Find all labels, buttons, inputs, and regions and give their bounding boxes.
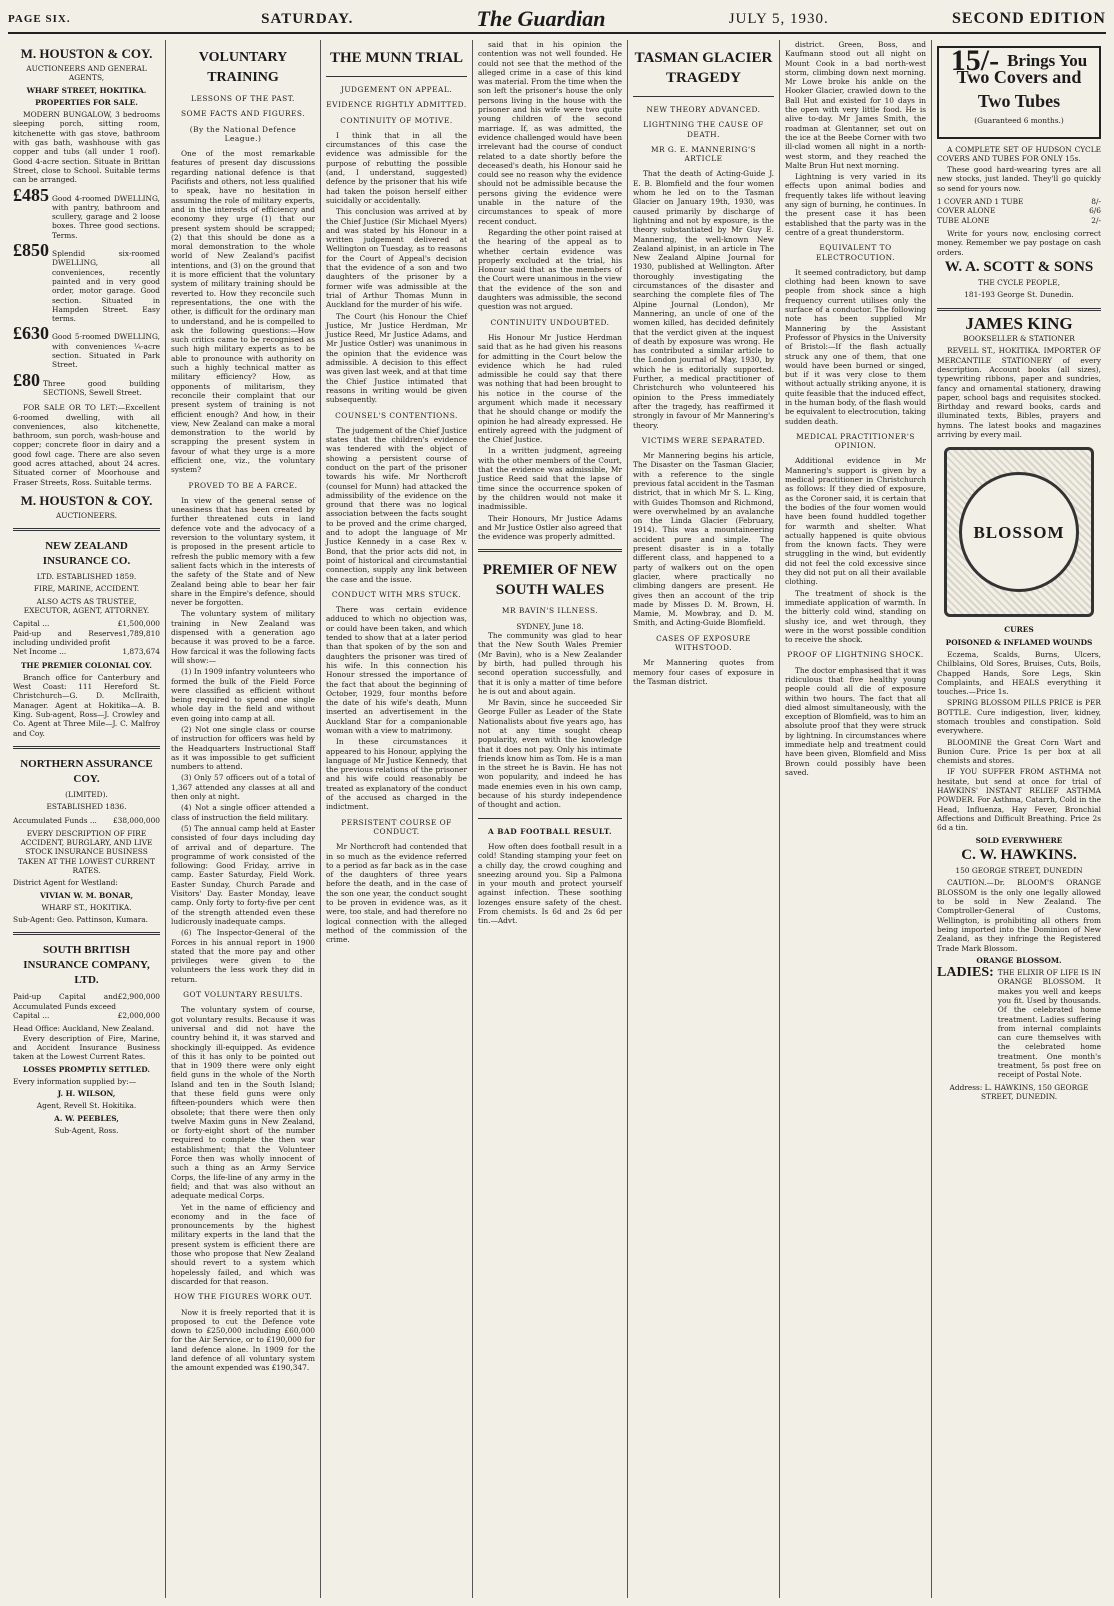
munn-sub3: CONTINUITY OF MOTIVE. [340,115,453,125]
tasman-p1: That the death of Acting-Guide J. E. B. Blomfield and the four women whom he led on to the Tasman Glacier on January 19th, 1930, was caused primarily by discharge of lightning and not by exposure, is the theory substantiated by Mr Guy E. Mannering, the well-known New Zealand alpinist, in an article in The New Zealand Alpine Journal for 1930, published at Wellington. After thoroughly investigating the circumstances of the disaster and searching the complete files of The Alpine Journal (London), Mr Mannering, an uncle of one of the women killed, has decided definitely that the verdict given at the inquest of death by exposure was wrong. He has contributed a similar article to the London journal of May, 1930, by which he is editorially supported. Further, a medical practitioner of Christchurch who volunteered his opinion to the Press immediately after the tragedy, has reaffirmed it strongly in favour of Mr Mannering's theory. [633,169,774,430]
na-funds-value: £38,000,000 [112,815,160,825]
column-1-advertisements [8,40,166,1598]
nz-insurance-lines: FIRE, MARINE, ACCIDENT. [33,584,140,594]
munn-p3: The Court (his Honour the Chief Justice, Mr Justice Herdman, Mr Justice Reed, Mr Justice Adams, and Mr Justice Ostler) was unanimous in the opinion that the evidence was admissible. A decision to this effect was given last week, and at that time the Chief Justice intimated that reasons in writing would be given subsequently. [326,311,467,405]
northern-desc: EVERY DESCRIPTION OF FIRE ACCIDENT, BURGLARY, AND LIVE STOCK INSURANCE BUSINESS TAKEN AT THE LOWEST CURRENT RATES. [17,828,156,875]
sb-paid-value: £2,900,000 [117,992,160,1002]
munn-sub5: CONDUCT WITH MRS STUCK. [331,589,462,599]
vt-p12: Now it is freely reported that it is proposed to cut the Defence vote down to £250,000 including £60,000 for the Air Service, or to £190,000 for land defence alone. In 1909 for the land defence of all voluntary system the amount expended was £190,347. [171,1307,315,1373]
cycle-two-covers: Two Covers and Two Tubes [956,67,1082,112]
listing-630 [13,323,160,370]
tasman-p2: Mr Mannering begins his article, The Disaster on the Tasman Glacier, with a reference to the single previous fatal accident in the Tasman district, that in which Mr S. L. King, with Guides Thomson and Richmond, were overwhelmed by an avalanche on the Linda Glacier (February, 1914). This was a mountaineering accident pure and simple. The present disaster is in a totally different class, and happened to a party of walkers out on the open glacier, where practically no climbing dangers are present. He gives then an account of the trip made by Misses D. M. Brown, H. Mamie, M. Mowbray, and D. M. Smith, and Acting-Guide Blomfield. [633,451,774,628]
northern-agent-label: District Agent for Westland: [13,878,118,888]
tasman-cont-sub2: MEDICAL PRACTITIONER'S OPINION. [796,431,915,451]
football-heading: A BAD FOOTBALL RESULT. [487,826,613,836]
cap2-value: 1,789,810 [122,628,160,638]
cycle-set: A COMPLETE SET OF HUDSON CYCLE COVERS AND TUBES FOR ONLY 15s. [937,144,1101,163]
cycle-brings: Brings You [1007,51,1088,70]
price-630: £630 [13,323,49,344]
price-485: £485 [13,184,49,205]
column-4 [473,40,628,1598]
northern-ltd: (LIMITED). [65,789,108,799]
premier-p2: Mr Bavin, since he succeeded Sir George Fuller as Leader of the State Nationalists about five years ago, has not at any time sought cheap popularity, even with the knowledge that it does not pay. Only his intimate friends know him as Tom. He is a man in the street he is Bavin. He has not won popularity, and indeed he has made enemies even in his own camp, because of his sturdy independence of thought and action. [478,698,622,810]
south-british-capital [13,992,160,1020]
vt-sub4: PROVED TO BE A FARCE. [188,480,298,490]
northern-sub-agent: Sub-Agent: Geo. Pattinson, Kumara. [13,915,148,925]
cap1-label: Capital ... [13,619,50,629]
james-king-sub: BOOKSELLER & STATIONER [963,334,1075,344]
tasman-sub3: MR G. E. MANNERING'S ARTICLE [650,144,757,164]
column-3-munn-trial [321,40,473,1598]
sb-agent2-addr: Sub-Agent, Ross. [54,1126,119,1136]
sb-agent1-addr: Agent, Revell St. Hokitika. [36,1101,137,1111]
munn-p6: In these circumstances it appeared to his Honour, applying the language of Mr Justice Kennedy, that the previous relations of the prisoner and his wife could reasonably be treated as explanatory of the conduct of the accused as charged in the indictment. [326,737,467,812]
nz-insurance-acts: ALSO ACTS AS TRUSTEE, EXECUTOR, AGENT, ATTORNEY. [23,596,150,616]
vt-p4: (1) In 1909 infantry volunteers who formed the bulk of the Field Force were classified as efficient without being required to spend one single whole day in the field and without even going into camp at all. [171,667,315,723]
sb-desc: Every description of Fire, Marine, and Accident Insurance Business taken at the Lowest Current Rates. [13,1033,160,1062]
vt-p9: (6) The Inspector-General of the Forces in his annual report in 1900 stated that the more pay and other privileges were given to the volunteers the less work they did in return. [171,928,315,984]
munn-cont-p3: His Honour Mr Justice Herdman said that as he had given his reasons for admitting in the Court below the evidence which he had ruled admissible he could say that there was nothing that had been brought to his notice in the course of the argument which made it necessary that he should change or modify the opinion he had already expressed. He entirely agreed with the judgment of the Chief Justice. [478,332,622,445]
listing-485-text: Good 4-roomed DWELLING, with pantry, bathroom and scullery, garage and 2 loose boxes. Three good sections. Terms. [52,193,160,240]
tasman-cont-p1: district. Green, Boss, and Kaufmann stood out all night on Mount Cook in a bad north-west storm, climbing down next morning. Mr Lowe broke his ankle on the Hooker Glacier, crawled down to the Ball Hut and existed for 10 days in the open with very little food. He is alive to-day. Mr James Smith, the roadman at Glentanner, set out on the ice at the Beebe Corner with two ill-clad women all night in a north-west storm, and they reached the Malte Brun Hut next morning. [785,40,926,170]
tasman-cont-sub1: EQUIVALENT TO ELECTROCUTION. [815,243,896,262]
tasman-cont-p5: The treatment of shock is the immediate application of warmth. In the bitterly cold wind, standing on slushy ice, and wet through, they were in the worst possible condition to receive the shock. [785,588,926,645]
vt-p8: (5) The annual camp held at Easter consisted of four days including day of arrival and of departure. The programme of work consisted of the following: Good Friday, arrive in camp. Easter Saturday, Field Work. Easter Sunday, Church Parade and Visitors' Day. Easter Monday, leave camp. Only forty to forty-five per cent of the strength attended even these ludicrously inadequate camps. [171,823,315,926]
cap3-value: 1,873,674 [122,647,160,657]
cures-desc: Eczema, Scalds, Burns, Ulcers, Chilblains, Old Sores, Bruises, Cuts, Boils, Chapped Hands, Sore Legs, Skin Complaints, and HEALS everything it touches.—Price 1s. [937,649,1101,697]
article-premier-nsw-heading: PREMIER OF NEW SOUTH WALES [482,562,618,599]
tasman-sub5: CASES OF EXPOSURE WITHSTOOD. [656,633,751,653]
vt-p6: (3) Only 57 officers out of a total of 1,367 attended any classes at all and then only at night. [171,773,315,802]
blossom-word: BLOSSOM [973,522,1065,542]
article-munn-trial-heading: THE MUNN TRIAL [329,50,464,66]
listing-630-text: Good 5-roomed DWELLING, with conveniences ¼-acre section. Situated in Park Street. [52,332,160,370]
nz-insurance-heading: NEW ZEALAND INSURANCE CO. [42,540,131,568]
northern-funds [13,816,160,825]
r2-value: 6/6 [1089,206,1101,216]
cycle-ad [937,46,1101,139]
munn-sub1: JUDGEMENT ON APPEAL. [340,85,453,94]
cycle-ad-top [945,44,1093,77]
scott-sub: THE CYCLE PEOPLE, [978,278,1060,288]
cycle-price: 15/- [950,44,1000,77]
munn-sub6: PERSISTENT COURSE OF CONDUCT. [341,817,452,836]
sb-agent2: A. W. PEEBLES, [54,1113,119,1123]
edition-label: SECOND EDITION [951,10,1106,27]
tasman-cont-p4: Additional evidence in Mr Mannering's support is given by a medical practitioner in Christchurch as follows: If they died of exposure, as the Coroner said, it is certain that the bodies of the four women would have been found huddled together for warmth and shelter. What actually happened is quite obvious from the known facts. They were struggling in the wind, but evidently did not feel the cold excessive since they did not put on all their available clothing. [785,456,926,587]
sb-info: Every information supplied by:— [13,1076,137,1086]
scott-addr: 181-193 George St. Dunedin. [964,290,1074,300]
article-voluntary-training-heading: VOLUNTARY TRAINING [198,50,288,85]
listing-bungalow: MODERN BUNGALOW, 3 bedrooms sleeping porch, sitting room, kitchenette with gas stove, bathroom with gas bath, washhouse with gas copper and tubs (all under 1 roof). Good 4-acre section. Situate in Brittan Street, close to School. Suitable terms can be arranged. [13,110,160,185]
munn-p5: There was certain evidence adduced to which no objection was, or could have been taken, and which tended to show that at a later period than that spoken of by the son and daughters the prisoner was tired of his wife. In this connection his Honour stressed the importance of the fact that about the beginning of October, 1929, four months before the date of his wife's death, Munn inserted an advertisement in the Auckland Star for a companionable woman with a view to matrimony. [326,605,467,735]
houston-heading-2: M. HOUSTON & COY. [20,492,153,508]
munn-p2: This conclusion was arrived at by the Chief Justice (Sir Michael Myers) and was stated by his Honour in a written judgement delivered at Wellington on Tuesday, as to reasons for the Court of Appeal's decision that the evidence of a son and two daughters of the prisoner by a former wife was admissible at the trial of Arthur Thomas Munn in Auckland for the murder of his wife. [326,207,467,310]
paper-title: The Guardian [476,6,606,31]
cures-sub: POISONED & INFLAMED WOUNDS [945,637,1093,647]
vt-p3: The voluntary system of military training in New Zealand was dispensed with a generation ago because it was proved to be a farce. How farcical it was the following facts will show:— [171,609,315,665]
premier-dateline: SYDNEY, June 18. [516,621,584,631]
vt-p11: Yet in the name of efficiency and economy and in the face of pronouncements by the highest military experts in the land that the present system is efficient there are those who propose that New Zealand should revert to a system which hopelessly failed, and which was discarded for that reason. [171,1202,315,1286]
munn-cont-p1: said that in his opinion the contention was not well founded. He could not see that the method of the alleged crime in a case of this kind was material. From the time when the son left the prisoner's house the only persons living in the house with the prisoner and his wife were two quite young children of the second marriage. If, as was admitted, the evidence challenged would have been irrelevant had the course of conduct related to a date shortly before the deceased's death, his Honour said he could see no reason why the evidence should not be admissible because the persons giving the evidence were unable in the nature of the circumstances to speak of more recent conduct. [478,40,622,226]
tasman-cont-p2: Lightning is very varied in its effects upon animal bodies and frequently takes life without leaving any sign of burning, he continues. In the present case it has been established that the party was in the centre of a great thunderstorm. [785,172,926,237]
scott-sons: W. A. SCOTT & SONS [944,258,1094,275]
houston-heading: M. HOUSTON & COY. [20,46,153,61]
listing-485 [13,184,160,240]
northern-heading: NORTHERN ASSURANCE COY. [20,757,153,785]
nz-capital-table [13,619,160,656]
date-label: JULY 5, 1930. [728,10,829,27]
ladies-desc: THE ELIXIR OF LIFE IS IN ORANGE BLOSSOM. It makes you well and keeps you fit. Used by thousands. Of the celebrated home treatment. Ladies suffering from internal complaints can cure themselves with the celebrated home treatment. One month's treatment, 5s post free on receipt of Postal Note. [997,968,1101,1080]
caution-text: CAUTION.—Dr. BLOOM'S ORANGE BLOSSOM is the only one legally allowed to be sold in New Zealand. The Comptroller-General of Customs, Wellington, is prohibiting all others from being imported into the Dominion of New Zealand, as they infringe the Registered Trade Mark Blossom. [937,878,1101,953]
r2-label: COVER ALONE [937,206,996,216]
asthma-ad: IF YOU SUFFER FROM ASTHMA not hesitate, but send at once for trial of HAWKINS' INSTANT RELIEF ASTHMA POWDER. For Asthma, Catarrh, Cold in the Head, Influenza, Hay Fever, Bronchial Affections and Difficult Breathing. Price 2s 6d a tin. [937,767,1101,833]
munn-sub2: EVIDENCE RIGHTLY ADMITTED. [326,100,467,110]
r3-label: TUBE ALONE [937,215,990,225]
cycle-desc: These good hard-wearing tyres are all new stocks, just landed. They'll go quickly so send for yours now. [937,165,1101,193]
cap3-label: Net Income ... [13,647,67,657]
james-king-desc: REVELL ST., HOKITIKA. IMPORTER OF MERCANTILE STATIONERY of every description. Account books (all sizes), typewriting ribbons, paper and sundries, fancy and ornamental stationery, drawing paper, school bags and requisites stocked. Birthday and reward books, cards and illuminated texts, Bibles, prayers and hymns. The latest books and magazines arriving by every mail. [937,346,1101,440]
houston-role: AUCTIONEERS AND GENERAL AGENTS, [26,64,147,83]
listing-850 [13,240,160,324]
munn-sub4: COUNSEL'S CONTENTIONS. [335,410,458,420]
column-7-advertisements [932,40,1106,1598]
houston-role-2: AUCTIONEERS. [55,510,118,520]
sb-cap-value: £2,000,000 [117,1011,160,1021]
vt-sub3: (By the National Defence League.) [189,124,297,143]
james-king-heading: JAMES KING [965,313,1073,333]
ladies-label: LADIES: [937,965,994,981]
vt-p7: (4) Not a single officer attended a class of instruction the field military. [171,803,315,822]
column-2-voluntary-training [166,40,321,1598]
listing-80-text: Three good building SECTIONS, Sewell Street. [43,378,160,397]
cycle-guarantee: (Guaranteed 6 months.) [974,116,1064,126]
tasman-sub2: LIGHTNING THE CAUSE OF DEATH. [643,120,764,139]
blossom-logo [944,447,1094,617]
bloomine-ad: BLOOMINE the Great Corn Wart and Bunion Cure. Price 1s per box at all chemists and stores. [937,737,1101,766]
sb-office: Head Office: Auckland, New Zealand. [13,1024,155,1034]
sold-everywhere: SOLD EVERYWHERE [975,835,1063,845]
hawkins-address-final: Address: L. HAWKINS, 150 GEORGE STREET, DUNEDIN. [949,1082,1089,1101]
munn-cont-p4: In a written judgment, agreeing with the other members of the Court, that the evidence was admissible, Mr Justice Reed said that the lapse of time since the occurrence spoken of by the children would not make it inadmissible. [478,446,622,512]
nz-insurance-est: LTD. ESTABLISHED 1859. [36,572,137,582]
column-5-tasman-glacier [628,40,780,1598]
listing-to-let: FOR SALE OR TO LET:—Excellent 6-roomed dwelling, with all conveniences, also kitchenette, bathroom, sun porch, wash-house and copper; concrete floor in dairy and a good fowl cage. There are also seven good acres attached, about 24 acres. Situated corner of Moorhouse and Fraser Streets, Ross. Suitable terms. [13,403,160,487]
football-p: How often does football result in a cold! Standing stamping your feet on a chilly day, the crowd coughing and sneezing around you. Sip a Palmona in your mouth and protect yourself against infection. These soothing lozenges ensure safety of the chest. From chemists. Is 6d and 2s 6d per tin.—Advt. [478,841,622,926]
sb-paid-label: Paid-up Capital and Accumulated Funds exceed [13,992,118,1011]
northern-agent-name: VIVIAN W. M. BONAR, [39,890,134,900]
blossom-ring [959,472,1079,592]
cycle-price-table [937,197,1101,225]
cures-label: CURES [1004,625,1034,635]
hawkins-addr: 150 GEORGE STREET, DUNEDIN [955,866,1083,876]
page-number: PAGE SIX. [8,13,71,25]
vt-sub5: GOT VOLUNTARY RESULTS. [183,990,303,1000]
vt-p2: In view of the general sense of uneasiness that has been created by further threatened cuts in land defence vote and the advocacy of a reversion to the voluntary system, it is proposed in the present article to refresh the public memory with a few salient facts which in the interests of the safety of the State and of New Zealand being able to bear her fair share in the Empire's defence, should never be forgotten. [171,495,315,608]
price-80: £80 [13,369,40,390]
r3-value: 2/- [1091,215,1101,225]
nz-branch: Branch office for Canterbury and West Coast: 111 Hereford St. Christchurch—G. D. McIlraith, Manager. Agent at Hokitika—A. B. King. Sub-agent, Ross—J. Crowley and Co. Agent at Three Mile—J. C. Malfroy and Coy. [13,672,160,738]
tasman-cont-p3: It seemed contradictory, but damp clothing had been known to save people from shock since a high frequency current utilises only the surface of a conductor. The following note has been supplied Mr Mannering by the Assistant Professor of Physics in the University of Bristol:—If the flash actually struck any one of them, that one would have been burned or singed, but if it was very close to them without actually striking anyone, it is quite feasible that the induced effect, in the human body, of the flash would be equivalent to electrocution, taking sudden death. [785,267,926,426]
na-funds-label: Accumulated Funds ... [13,815,97,825]
column-6-tasman-cont [780,40,932,1598]
tasman-cont-p6: The doctor emphasised that it was ridiculous that five healthy young people could all die of exposure within two hours. The fact that all died almost simultaneously, with the exception of Blomfield, was to him an absolute proof that they were struck by lightning. In circumstances where immediate help and treatment could have been given, Blomfield and Miss Brown could possibly have been saved. [785,665,926,777]
cycle-write: Write for yours now, enclosing correct money. Remember we pay postage on cash orders. [937,228,1101,257]
premier-p1: The community was glad to hear that the New South Wales Premier (Mr Bavin), who is a New Zealander by birth, had pulled through his second operation successfully, and that it is only a matter of time before he is out and about again. [478,631,622,696]
vt-sub6: HOW THE FIGURES WORK OUT. [173,1292,313,1302]
tasman-sub1: NEW THEORY ADVANCED. [646,105,761,114]
hawkins-heading: C. W. HAWKINS. [961,846,1077,863]
vt-p10: The voluntary system of course, got voluntary results. Because it was universal and did not have the country behind it, it was starved and shockingly ill-equipped. As evidence of this it has only to be pointed out that in 1909 there were only eight field guns in the whole of the North Island and ten in the South Island; that these field guns were only fifteen-pounders which were then obsolete; that there were then only twelve Maxim guns in New Zealand, or forty-eight short of the number required to complete the then war establishment; that the Volunteer Force then was wholly innocent of such a thing as an Army Service Corps, the life-line of any army in the field; and that was also without an adequate medical Corps. [171,1005,315,1201]
munn-cont-p2: Regarding the other point raised at the hearing of the appeal as to whether certain evidence was properly excluded at the trial, his Honour said that as the members of the Court were unanimous in the view that the evidence of the son and daughters was admissible, the second question was not argued. [478,227,622,312]
sb-losses: LOSSES PROMPTLY SETTLED. [23,1064,150,1074]
tasman-p3: Mr Mannering quotes from memory four cases of exposure in the Tasman district. [633,658,774,686]
orange-blossom: ORANGE BLOSSOM. [976,955,1062,965]
day-label: SATURDAY. [261,10,354,27]
masthead [8,6,1106,34]
vt-p5: (2) Not one single class or course of instruction for officers was held by the Headquarters Instructional Staff as it was impossible to get sufficient numbers to attend. [171,725,315,772]
r1-label: 1 COVER AND 1 TUBE [937,197,1024,207]
northern-agent-addr: WHARF ST., HOKITIKA. [41,902,132,912]
pills-ad: SPRING BLOSSOM PILLS PRICE is PER BOTTLE. Cure indigestion, liver, kidney, stomach troubles and constipation. Sold everywhere. [937,698,1101,736]
properties-heading: PROPERTIES FOR SALE. [35,97,138,107]
listing-80 [13,369,160,398]
ladies-ad [937,965,1101,1080]
sb-cap-label: Capital ... [13,1011,50,1021]
tasman-cont-sub3: PROOF OF LIGHTNING SHOCK. [787,650,924,660]
munn-p4: The judgement of the Chief Justice states that the children's evidence was tendered with the object of showing a persistent course of conduct on the part of the prisoner towards his wife. Mr Northcroft (counsel for Munn) had attacked the admissibility of the evidence on the ground that there was no logical association between the facts sought to be proved and the crime charged, and to adopt the language of Mr Justice Kennedy in a case Rex v. Bond, that the prior acts did not, in point of historical and circumstantial connection, supply any link between the case and the issue. [326,425,467,584]
south-british-heading: SOUTH BRITISH INSURANCE COMPANY, LTD. [23,944,150,987]
houston-address: WHARF STREET, HOKITIKA. [26,85,147,95]
tasman-sub4: VICTIMS WERE SEPARATED. [641,435,766,445]
munn-p1: I think that in all the circumstances of this case the evidence was admissible for the purpose of rebutting the possible (and, I understand, suggested) defence by the prisoner that his wife had taken the poison herself either suicidally or accidentally. [326,130,467,205]
sb-agent1: J. H. WILSON, [57,1089,116,1099]
munn-p7: Mr Northcroft had contended that in so much as the evidence referred to a period as far back as in the case of the daughters of three years before the death, and in the case of the son one year, the conduct sought to be proven in evidence was, as it were, too stale, and had therefore no logical connection with the alleged method of the commission of the crime. [326,842,467,945]
cap1-value: £1,500,000 [117,619,160,629]
cap2-label: Paid-up and Reserves including undivided profit [13,628,123,647]
r1-value: 8/- [1091,197,1101,207]
listing-850-text: Splendid six-roomed DWELLING, all conveniences, recently painted and in very good order, motor garage. Good section. Situated in Hampden Street. Easy terms. [52,249,160,324]
nz-premier: THE PREMIER COLONIAL COY. [21,660,152,670]
price-850: £850 [13,240,49,261]
article-tasman-heading: TASMAN GLACIER TRAGEDY [634,50,773,86]
vt-p1: One of the most remarkable features of present day discussions regarding national defence is that Pacifists and others, not less qualified to speak, have no hesitation in assuming the role of military experts, and in the interests of efficiency and economy they urge (1) that our present system should be scrapped; (2) that this should be done as a moral demonstration to the whole world of New Zealand's pacifist intentions, and (3) on the ground that it is more efficient that the voluntary system of military training should be reverted to. How they reconcile such representations, the one with the other, is difficult for the ordinary man to understand, and he is compelled to ask the following questions:—How such critics came to be recognised as such high military experts as to be able to pronounce with authority on such a highly technical matter as military efficiency? How, as opponents of militarism, they reconcile their complaint that our present system of training is not efficient enough? And how, in their view, New Zealand can make a moral demonstration to the world by scrapping the present system in favour of what they urge is a more efficient one, viz., the voluntary system? [171,149,315,475]
munn-cont-p5: Their Honours, Mr Justice Adams and Mr Justice Ostler also agreed that the evidence was properly admitted. [478,513,622,542]
premier-sub: MR BAVIN'S ILLNESS. [501,606,599,616]
vt-sub2: SOME FACTS AND FIGURES. [180,109,306,119]
northern-est: ESTABLISHED 1836. [46,802,127,812]
munn-cont-sub1: CONTINUITY UNDOUBTED. [490,317,610,327]
vt-sub1: LESSONS OF THE PAST. [191,94,295,103]
